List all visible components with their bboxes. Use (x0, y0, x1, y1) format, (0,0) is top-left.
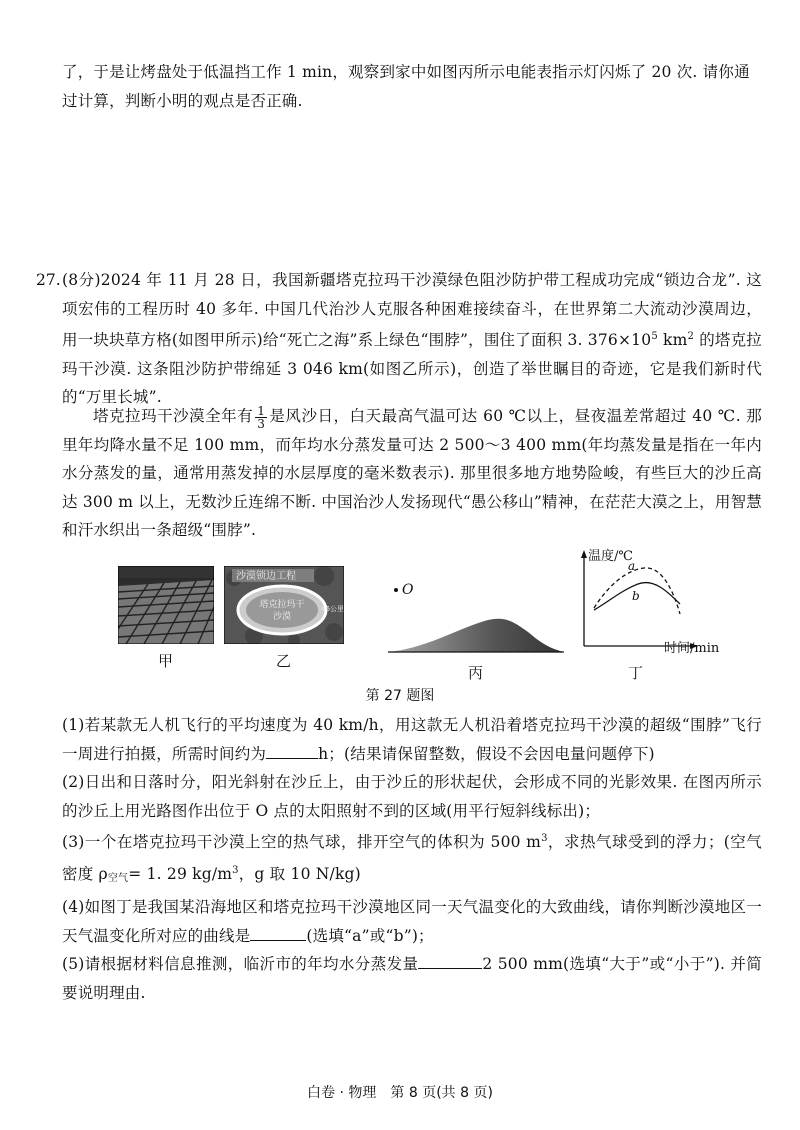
figure-ding-temperature-graph (572, 546, 752, 658)
q27-intro (62, 266, 762, 412)
point-o-marker (394, 588, 398, 592)
subquestion-1-text: (1)若某款无人机飞行的平均速度为 40 km/h，用这款无人机沿着塔克拉玛干沙漠的超级“围脖”飞行一周进行拍摄，所需时间约为 (62, 716, 762, 763)
fraction-numerator: 1 (257, 403, 266, 418)
subquestion-5-text: (5)请根据材料信息推测，临沂市的年均水分蒸发量 (62, 955, 419, 973)
q26-continuation (62, 58, 762, 115)
x-axis-label: 时间/min (664, 641, 720, 656)
subquestion-2-text: (2)日出和日落时分，阳光斜射在沙丘上，由于沙丘的形状起伏，会形成不同的光影效果. 在图丙所示的沙丘上用光路图作出位于 O 点的太阳照射不到的区域(用平行短斜线标出)； (62, 773, 762, 820)
figure-caption: 第 27 题图 (365, 688, 435, 704)
curve-a-label: a (628, 559, 636, 573)
q26-line2: 过计算，判断小明的观点是否正确. (62, 91, 303, 110)
subquestions (62, 711, 762, 1007)
air-density-subscript: 空气 (107, 872, 129, 884)
subquestion-5-tail: 2 500 mm(选填“大于”或“小于”). 并简要说明理由. (62, 955, 762, 1002)
y-axis-arrow (581, 550, 587, 558)
area-unit-exponent: 2 (687, 331, 695, 342)
figure-yi-map (224, 566, 344, 644)
subquestion-3-text: (3)一个在塔克拉玛干沙漠上空的热气球，排开空气的体积为 500 m (62, 833, 542, 851)
subquestion-4-blank[interactable] (250, 924, 306, 941)
q27-number: 27. (36, 271, 61, 289)
curve-b-label: b (632, 589, 640, 603)
point-o-label: O (402, 582, 414, 598)
subquestion-4-tail: (选填“a”或“b”)； (306, 926, 434, 945)
area-unit: km (657, 331, 688, 349)
subquestion-3-mid: ，求热气球受到的浮力；(空气密度 ρ (62, 833, 762, 883)
q26-line1: 了，于是让烤盘处于低温挡工作 1 min，观察到家中如图丙所示电能表指示灯闪烁了 20 次. 请你通 (62, 63, 750, 81)
density-exponent: 3 (232, 864, 239, 876)
map-desert-suffix: 沙漠 (272, 612, 292, 622)
map-title: 沙漠锁边工程 (236, 571, 296, 582)
figure-jia-label: 甲 (158, 652, 174, 670)
subquestion-4-text: (4)如图丁是我国某沿海地区和塔克拉玛干沙漠地区同一天气温变化的大致曲线，请你判断沙漠地区一天气温变化所对应的曲线是 (62, 898, 762, 945)
subquestion-1-tail: h；(结果请保留整数，假设不会因电量问题停下) (318, 744, 655, 763)
area-exponent: 5 (651, 331, 658, 342)
dune-shape (388, 619, 564, 652)
p2-rest: 是风沙日，白天最高气温可达 60 ℃以上，昼夜温差常超过 40 ℃. 那里年均降水量不足 100 mm，而年均水分蒸发量可达 2 500～3 400 mm(年均蒸发量是指在一年内水分蒸发的量，通常用蒸发掉的水层厚度的毫米数表示). 那里很多地方地势险峻，有些巨大的沙丘高达 300 m 以上，无数沙丘连绵不断. 中国治沙人发扬现代“愚公移山”精神，在茫茫大漠之上，用智慧和汗水织出一条超级“围脖”. (62, 407, 762, 539)
subquestion-3-density: = 1. 29 kg/m (128, 864, 233, 883)
volume-exponent: 3 (541, 833, 548, 844)
figure-yi-label: 乙 (276, 652, 292, 670)
figure-ding-label: 丁 (628, 664, 644, 682)
one-third-fraction (255, 405, 267, 430)
q27-intro-end: 的塔克拉玛干沙漠. 这条阻沙防护带绵延 3 046 km(如图乙所示)，创造了举世瞩目的奇迹，它是我们新时代的“万里长城”. (62, 331, 762, 406)
subquestion-1-blank[interactable] (266, 742, 318, 759)
q27-paragraph2 (62, 402, 762, 545)
fraction-denominator: 3 (257, 416, 266, 431)
p2-start: 塔克拉玛干沙漠全年有 (93, 407, 254, 425)
y-axis-label: 温度/℃ (588, 549, 633, 564)
figure-bing-sand-dune (388, 570, 564, 656)
q27-intro-text: (8分)2024 年 11 月 28 日，我国新疆塔克拉玛干沙漠绿色阻沙防护带工程成功完成“锁边合龙”. 这项宏伟的工程历时 40 多年. 中国几代治沙人克服各种困难接续奋斗，在世界第二大流动沙漠周边，用一块块草方格(如图甲所示)给“死亡之海”系上绿色“围脖”，围住了面积 3. 376×10 (62, 271, 762, 349)
subquestion-5-blank[interactable] (418, 953, 482, 970)
subquestion-3-tail: ，g 取 10 N/kg) (238, 864, 361, 883)
map-desert-name: 塔克拉玛干 (259, 600, 305, 610)
figure-bing-label: 丙 (468, 664, 484, 682)
page-footer: 白卷 · 物理 第 8 页(共 8 页) (307, 1085, 493, 1101)
figure-jia-grass-grid-photo (118, 566, 214, 644)
map-distance-label: 46公里 (321, 605, 344, 613)
